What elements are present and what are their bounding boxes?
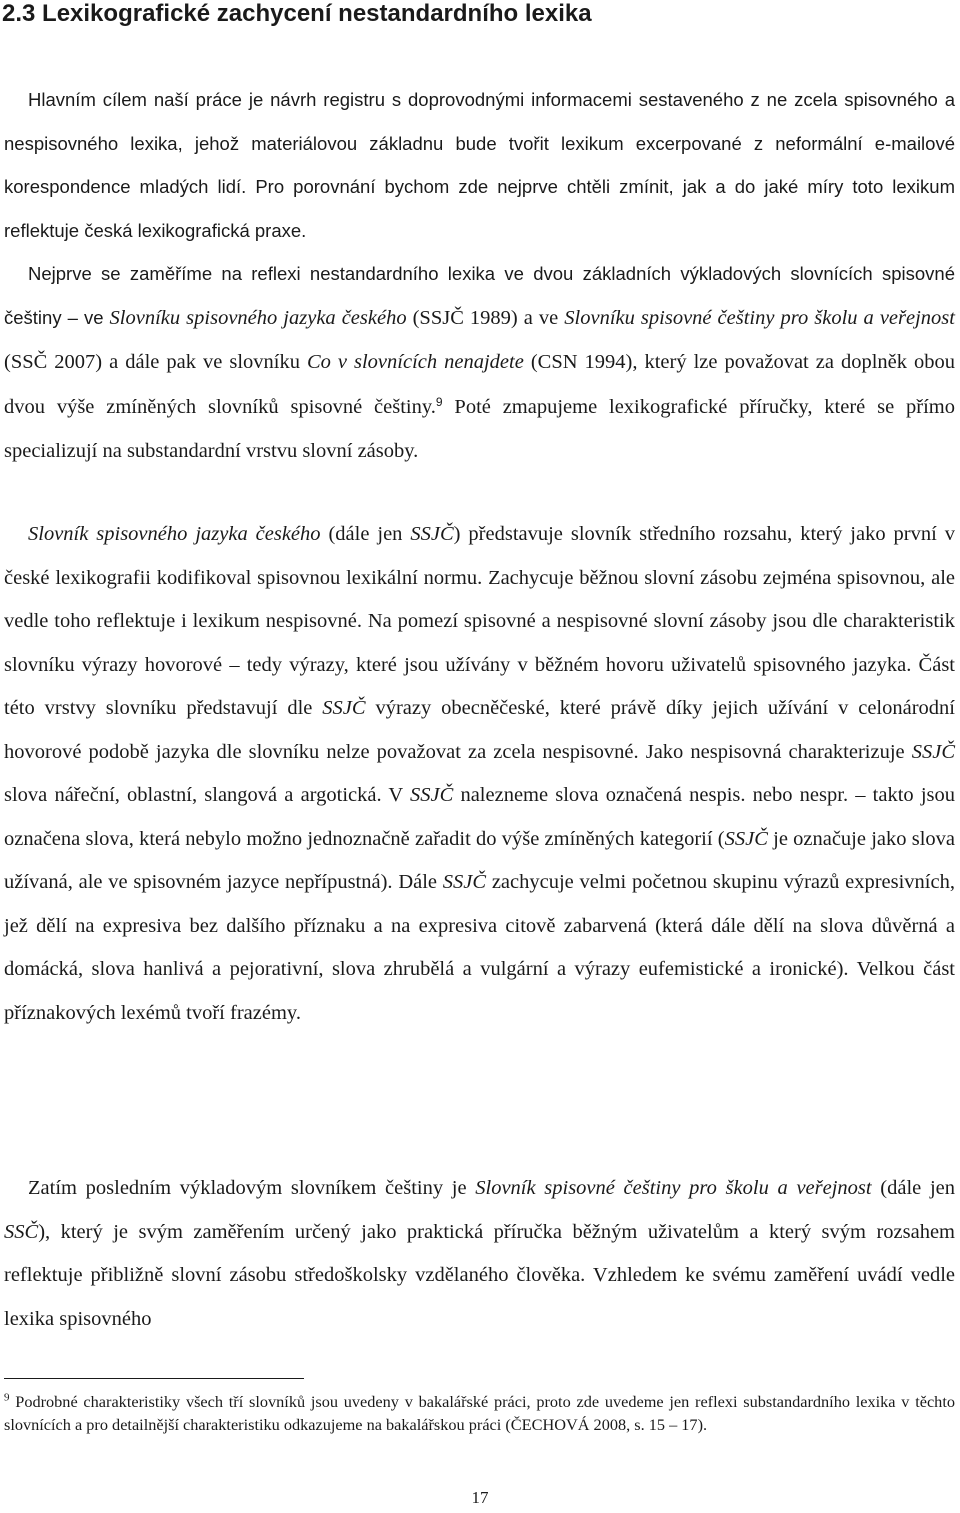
text-run: (SSJČ 1989) a ve bbox=[406, 306, 565, 329]
text-run: ), který je svým zaměřením určený jako praktická příručka běžným uživatelům a který svým rozsahem reflektuje přibližně slovní zásobu středoškolsky vzdělaného člověka. Vzhledem ke svému zaměření uvádí vedle lexika spisovného bbox=[4, 1220, 955, 1330]
paragraph-intro bbox=[4, 78, 955, 252]
text-run: nalezneme slova označená nespis. nebo nespr. – takto jsou označena slova, která nebylo možno jednoznačně zařadit do výše zmíněných kategorií ( bbox=[4, 784, 955, 850]
dictionary-title: Slovníku spisovného jazyka českého bbox=[109, 306, 407, 329]
text-run: slova nářeční, oblastní, slangová a argotická. V bbox=[4, 784, 410, 806]
abbreviation: SSJČ bbox=[442, 871, 487, 893]
footnote-reference: 9 bbox=[435, 394, 443, 409]
abbreviation: SSČ bbox=[4, 1220, 39, 1243]
abbreviation: SSJČ bbox=[410, 784, 454, 806]
text-run: ) představuje slovník středního rozsahu, který jako první v české lexikografii kodifikoval spisovnou lexikální normu. Zachycuje běžnou slovní zásobu zejména spisovnou, ale vedle toho reflektuje i lexikum nespisovné. Na pomezí spisovné a nespisovné slovní zásoby jsou dle charakteristik slovníku výrazy hovorové – tedy výrazy, které jsou užívány v běžném hovoru uživatelů spisovného jazyka. Část této vrstvy slovníku představují dle bbox=[4, 523, 955, 719]
text-run: Poté zmapujeme lexikografické příručky, které se přímo specializují na substandardní vrstvu slovní zásoby. bbox=[4, 395, 955, 462]
text-run: (SSČ 2007) a dále pak ve slovníku bbox=[4, 351, 307, 373]
dictionary-title: Slovníku spisovné češtiny pro školu a veřejnost bbox=[564, 306, 955, 329]
dictionary-title: Co v slovnících nenajdete bbox=[306, 351, 524, 373]
abbreviation: SSJČ bbox=[410, 523, 454, 545]
text-run: je označuje jako slova užívaná, ale ve spisovném jazyce nepřípustná). Dále bbox=[4, 827, 956, 893]
paragraph-dictionaries bbox=[4, 252, 955, 474]
paragraph-ssjc bbox=[4, 513, 955, 1035]
text-run: Zatím posledním výkladovým slovníkem češtiny je bbox=[28, 1177, 476, 1199]
section-heading: 2.3 Lexikografické zachycení nestandardního lexika bbox=[2, 0, 592, 27]
page-number: 17 bbox=[471, 1488, 489, 1507]
paragraph-ssc bbox=[4, 1167, 955, 1341]
footnote-separator bbox=[4, 1378, 304, 1379]
text-run: (dále jen bbox=[871, 1177, 955, 1199]
abbreviation: SSJČ bbox=[724, 827, 768, 850]
text-run: zachycuje velmi početnou skupinu výrazů expresivních, jež dělí na expresiva bez dalšího příznaku a na expresiva citově zabarvená (která dále dělí na slova důvěrná a domácká, slova hanlivá a pejorativní, slova zhrubělá a vulgární a výrazy eufemistické a ironické). Velkou část příznakových lexémů tvoří frazémy. bbox=[4, 871, 955, 1024]
text-run: výrazy obecněčeské, které právě díky jejich užívání v celonárodní hovorové podobě jazyka dle slovníku nelze považovat za zcela nespisovné. Jako nespisovná charakterizuje bbox=[4, 697, 955, 763]
footnote-number: 9 bbox=[4, 1391, 10, 1404]
abbreviation: SSJČ bbox=[322, 697, 366, 719]
dictionary-title: Slovník spisovné češtiny pro školu a veřejnost bbox=[475, 1177, 872, 1199]
abbreviation: SSJČ bbox=[911, 740, 955, 763]
paragraph-intro-text: Hlavním cílem naší práce je návrh registru s doprovodnými informacemi sestaveného z ne zcela spisovného a nespisovného lexika, jehož materiálovou základnu bude tvořit lexikum excerpované z neformální e-mailové korespondence mladých lidí. Pro porovnání bychom zde nejprve chtěli zmínit, jak a do jaké míry toto lexikum reflektuje česká lexikografická praxe. bbox=[4, 89, 955, 241]
text-run: (dále jen bbox=[320, 523, 411, 545]
text-run: Nejprve se zaměříme na reflexi nestandardního lexika ve dvou základních výkladových slovnících spisovné češtiny – ve bbox=[4, 263, 955, 328]
text-run: (CSN 1994), který lze považovat za doplněk obou dvou výše zmíněných slovníků spisovné češtiny. bbox=[4, 351, 955, 418]
footnote-text: Podrobné charakteristiky všech tří slovníků jsou uvedeny v bakalářské práci, proto zde uvedeme jen reflexi substandardního lexika v těchto slovnících a pro detailnější charakteristiku odkazujeme na bakalářskou práci (ČECHOVÁ 2008, s. 15 – 17). bbox=[4, 1392, 955, 1434]
dictionary-title: Slovník spisovného jazyka českého bbox=[28, 523, 321, 545]
footnote bbox=[4, 1391, 955, 1436]
